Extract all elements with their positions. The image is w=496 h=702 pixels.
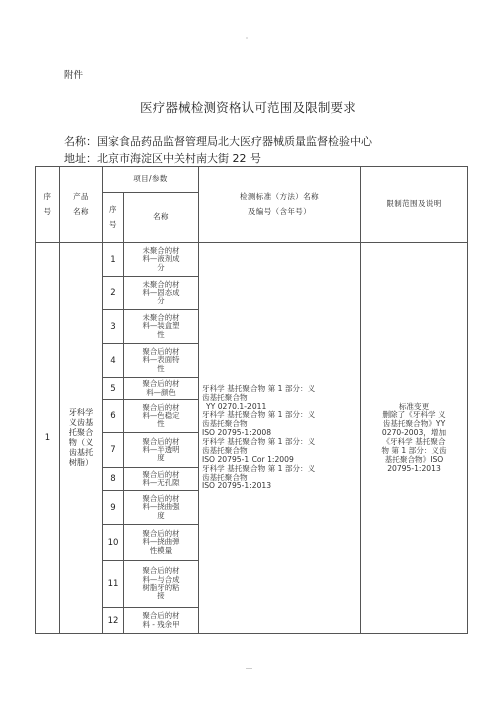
institution-address: 地址：北京市海淀区中关村南大街 22 号 (64, 152, 261, 165)
institution-name: 名称：国家食品药品监督管理局北大医疗器械质量监督检验中心 (64, 135, 372, 148)
header-item-name: 名称 (124, 193, 199, 243)
item-no: 10 (103, 525, 124, 561)
header-item-param: 项目/参数 (103, 167, 199, 193)
page-title: 医疗器械检测资格认可范围及限制要求 (140, 100, 356, 115)
standard-list: 牙科学 基托聚合物 第 1 部分：义 齿基托聚合物 YY 0270.1-2011 牙科学 基托聚合物 第 1 部分：义 齿基托聚合物 ISO 20795-1:2008 牙科学 基托聚合物 第 1 部分：义 齿基托聚合物 ISO 20795-1 Cor 1:2009 牙科学 基托聚合物 第 1 部分：义 齿基托聚合物 ISO 20795-1:2013 (199, 243, 361, 634)
item-name: 聚合后的材 料—挠曲弹 性模量 (124, 525, 199, 561)
header-product: 产品 名称 (60, 167, 103, 243)
item-no: 3 (103, 310, 124, 344)
item-name: 聚合后的材 料—半透明 度 (124, 433, 199, 468)
item-name: 聚合后的材 料—挠曲强 度 (124, 491, 199, 525)
item-name: 聚合后的材 料—与合成 树脂牙的粘 接 (124, 561, 199, 608)
item-no: 11 (103, 561, 124, 608)
item-name: 聚合后的材 料—颜色 (124, 378, 199, 400)
item-name: 未聚合的材 料—装盒塑 性 (124, 310, 199, 344)
header-limit: 限制范围及说明 (361, 167, 468, 243)
item-name: 聚合后的材 料—无孔隙 (124, 468, 199, 491)
item-no: 8 (103, 468, 124, 491)
item-name: 聚合后的材 料—表面特 性 (124, 344, 199, 378)
item-no: 9 (103, 491, 124, 525)
top-decoration-dot (246, 37, 248, 39)
annex-label: 附件 (64, 70, 84, 81)
item-no: 5 (103, 378, 124, 400)
item-no: 2 (103, 277, 124, 310)
item-no: 6 (103, 400, 124, 433)
item-no: 4 (103, 344, 124, 378)
item-name: 未聚合的材 料—固态成 分 (124, 277, 199, 310)
item-name: 未聚合的材 料—液剂成 分 (124, 243, 199, 277)
scope-table (35, 166, 468, 634)
item-name: 聚合后的材 料 - 残余甲 (124, 608, 199, 634)
limit-description: 标准变更 删除了《牙科学 义 齿基托聚合物》YY 0270-2003，增加 《牙科学 基托聚合 物 第 1 部分：义齿 基托聚合物》ISO 20795-1:2013 (361, 243, 468, 634)
header-seq: 序 号 (36, 167, 60, 243)
item-name: 聚合后的材 料—色稳定 性 (124, 400, 199, 433)
footer-decoration (246, 668, 252, 669)
header-item-seq: 序 号 (103, 193, 124, 243)
product-name: 牙科学 义齿基 托聚合 物（义 齿基托 树脂） (60, 243, 103, 634)
item-no: 12 (103, 608, 124, 634)
item-no: 1 (103, 243, 124, 277)
row-seq: 1 (36, 243, 60, 634)
header-standard: 检测标准（方法）名称 及编号（含年号） (199, 167, 361, 243)
item-no: 7 (103, 433, 124, 468)
